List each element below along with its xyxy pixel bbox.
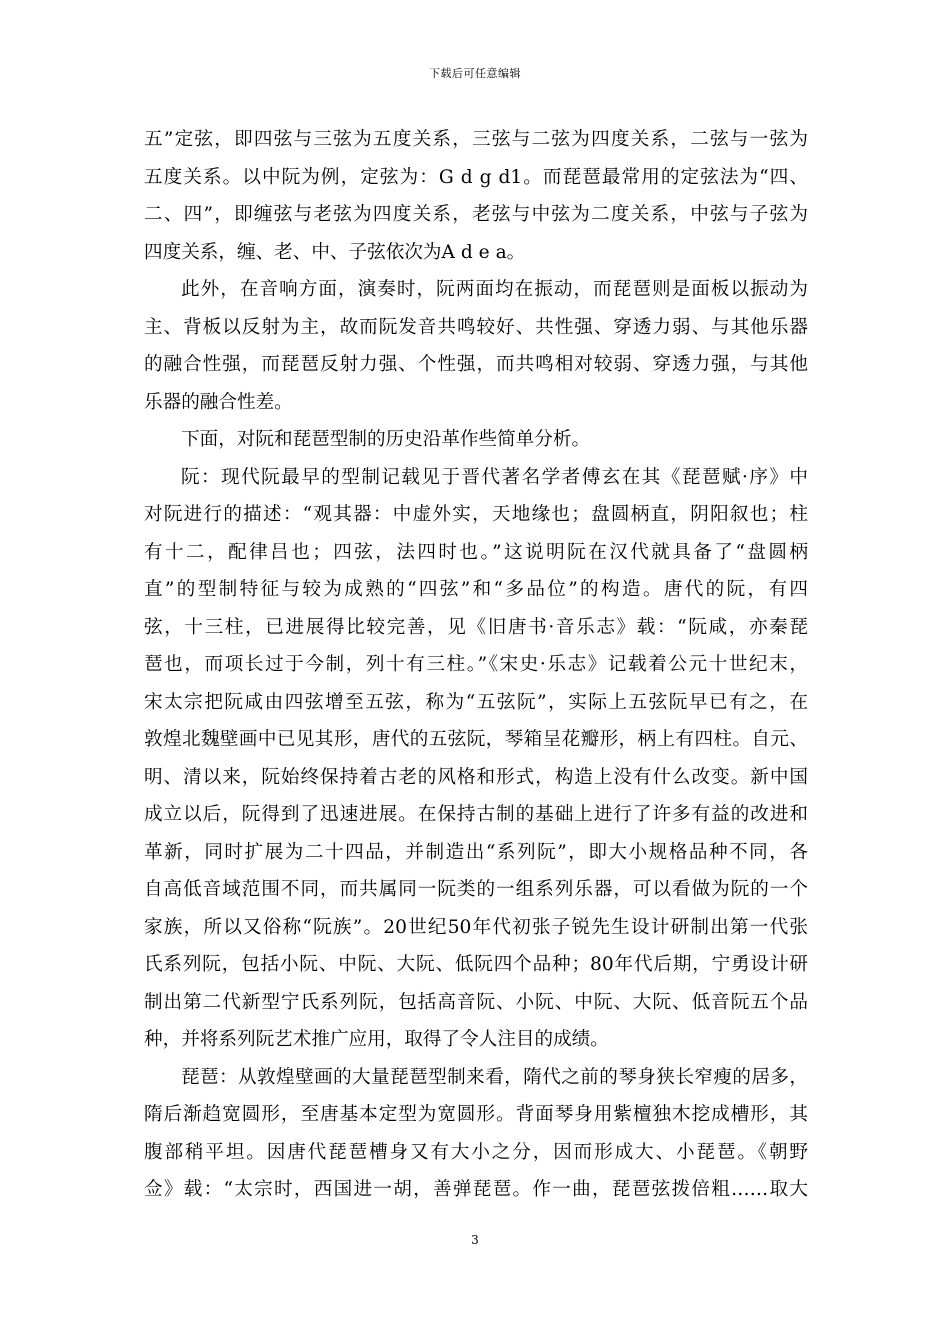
text-line: 成立以后，阮得到了迅速进展。在保持古制的基础上进行了许多有益的改进和: [144, 804, 808, 825]
page-header: 下载后可任意编辑: [429, 67, 521, 80]
text-line: 明、清以来，阮始终保持着古老的风格和形式，构造上没有什么改变。新中国: [144, 766, 808, 788]
paragraph: [144, 271, 808, 421]
text-line: 宋太宗把阮咸由四弦增至五弦，称为“五弦阮”，实际上五弦阮早已有之，在: [144, 691, 808, 713]
page-number: 3: [471, 1233, 479, 1247]
text-line: 此外，在音响方面，演奏时，阮两面均在振动，而琵琶则是面板以振动为: [181, 279, 808, 300]
text-line: 革新，同时扩展为二十四品，并制造出“系列阮”，即大小规格品种不同，各: [144, 841, 808, 863]
paragraph: [144, 121, 808, 271]
text-line: 主、背板以反射为主，故而阮发音共鸣较好、共性强、穿透力弱、与其他乐器: [144, 316, 808, 338]
text-line: 四度关系，缠、老、中、子弦依次为A d e a。: [144, 241, 526, 263]
text-line: 下面，对阮和琵琶型制的历史沿革作些简单分析。: [181, 429, 591, 450]
text-line: 五”定弦，即四弦与三弦为五度关系，三弦与二弦为四度关系，二弦与一弦为: [144, 129, 808, 150]
paragraph: [144, 459, 808, 1059]
text-line: 琶也，而项长过于今制，列十有三柱。”《宋史·乐志》记载着公元十世纪末，: [144, 654, 808, 675]
text-line: 对阮进行的描述：“观其器：中虚外实，天地缘也；盘圆柄直，阴阳叙也；柱: [144, 504, 808, 525]
text-line: 二、四”，即缠弦与老弦为四度关系，老弦与中弦为二度关系，中弦与子弦为: [144, 204, 808, 225]
text-line: 琵琶：从敦煌壁画的大量琵琶型制来看，隋代之前的琴身狭长窄瘦的居多，: [181, 1066, 808, 1088]
text-line: 制出第二代新型宁氏系列阮，包括高音阮、小阮、中阮、大阮、低音阮五个品: [144, 991, 808, 1013]
text-line: 腹部稍平坦。因唐代琵琶槽身又有大小之分，因而形成大、小琵琶。《朝野: [144, 1141, 808, 1163]
text-line: 种，并将系列阮艺术推广应用，取得了令人注目的成绩。: [144, 1029, 609, 1050]
paragraph: [144, 1059, 808, 1209]
paragraph: [144, 421, 808, 459]
text-line: 的融合性强，而琵琶反射力强、个性强，而共鸣相对较弱、穿透力强，与其他: [144, 354, 808, 375]
text-line: 氏系列阮，包括小阮、中阮、大阮、低阮四个品种；80年代后期，宁勇设计研: [144, 954, 808, 975]
text-line: 弦，十三柱，已进展得比较完善，见《旧唐书·音乐志》载：“阮咸，亦秦琵: [144, 616, 808, 638]
text-line: 直”的型制特征与较为成熟的“四弦”和“多品位”的构造。唐代的阮，有四: [144, 579, 808, 600]
text-line: 乐器的融合性差。: [144, 391, 293, 413]
text-line: 五度关系。以中阮为例，定弦为：G d g d1。而琵琶最常用的定弦法为“四、: [144, 166, 808, 188]
text-line: 佥》载：“太宗时，西国进一胡，善弹琵琶。作一曲，琵琶弦拨倍粗……取大: [144, 1179, 808, 1200]
text-line: 家族，所以又俗称“阮族”。20世纪50年代初张子锐先生设计研制出第一代张: [144, 916, 808, 938]
text-line: 敦煌北魏壁画中已见其形，唐代的五弦阮，琴箱呈花瓣形，柄上有四柱。自元、: [144, 729, 808, 750]
document-body: [144, 121, 808, 1209]
text-line: 有十二，配律吕也；四弦，法四时也。”这说明阮在汉代就具备了“盘圆柄: [144, 541, 808, 563]
text-line: 隋后渐趋宽圆形，至唐基本定型为宽圆形。背面琴身用紫檀独木挖成槽形，其: [144, 1104, 808, 1125]
text-line: 自高低音域范围不同，而共属同一阮类的一组系列乐器，可以看做为阮的一个: [144, 879, 808, 900]
text-line: 阮：现代阮最早的型制记载见于晋代著名学者傅玄在其《琵琶赋·序》中: [181, 466, 808, 488]
